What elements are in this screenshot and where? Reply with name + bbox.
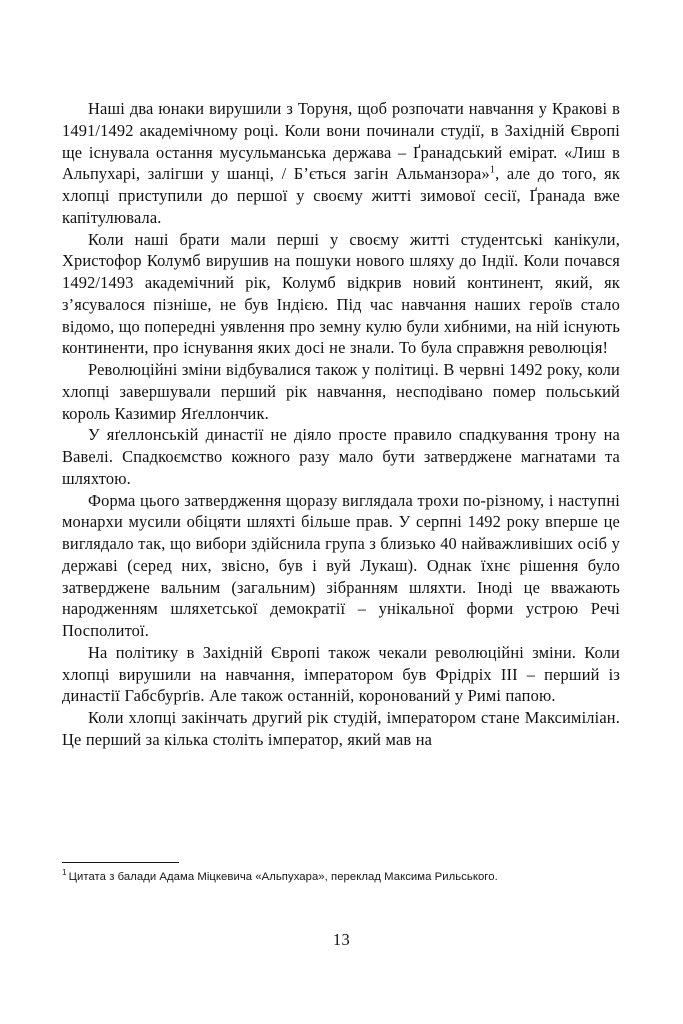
paragraph: Форма цього затвердження щоразу виглядала трохи по-різному, і наступні монархи мусили обіцяти шляхті більше прав. У серпні 1492 року вперше це виглядало так, що вибори здійснила група з близько 40 найважливіших осіб у державі (серед них, звісно, був і вуй Лукаш). Однак їхнє рішення було затверджене вальним (загальним) зібранням шляхти. Іноді це вважають народженням шляхетської демократії – унікальної форми устрою Речі Посполитої. [62,490,620,640]
page-number: 13 [332,930,351,949]
paragraph-text: Наші два юнаки вирушили з Торуня, щоб розпочати навчання у Кракові в 1491/1492 академічному році. Коли вони починали студії, в Західній Європі ще існувала остання мусульманська держава – Ґранадський емірат. «Лиш в Альпухарі, залігши у шанці, / Б’ється загін Альманзора» [62,99,620,184]
paragraph-text-continued: , але до того, як хлопці приступили до першої у своєму житті зимової сесії, Ґранада вже капітулювала. [62,164,621,227]
body-text-column [62,98,620,751]
footnote-reference-marker[interactable]: 1 [489,164,496,176]
footnote [62,870,620,885]
paragraph: На політику в Західній Європі також чекали революційні зміни. Коли хлопці вирушили на навчання, імператором був Фрідріх III – перший із династії Габсбурґів. Але також останній, коронований у Римі папою. [62,642,620,706]
footnote-area [62,862,620,885]
footnote-marker: 1 [62,868,67,878]
footnote-separator-rule [62,862,179,863]
paragraph: Коли наші брати мали перші у своєму житті студентські канікули, Христофор Колумб вирушив на пошуки нового шляху до Індії. Коли почався 1492/1493 академічний рік, Колумб відкрив новий континент, який, як з’ясувалося пізніше, не був Індією. Під час навчання наших героїв стало відомо, що попередні уявлення про земну кулю були хибними, на ній існують континенти, про існування яких досі не знали. То була справжня революція! [62,229,620,358]
paragraph: Революційні зміни відбувалися також у політиці. В червні 1492 року, коли хлопці завершували перший рік навчання, несподівано помер польський король Казимир Яґеллончик. [62,360,620,423]
paragraph: Коли хлопці закінчать другий рік студій, імператором стане Максиміліан. Це перший за кілька століть імператор, який мав на [62,708,620,749]
paragraph: У яґеллонській династії не діяло просте правило спадкування трону на Вавелі. Спадкоємство кожного разу мало бути затверджене магнатами та шляхтою. [62,425,620,488]
footnote-text: Цитата з балади Адама Міцкевича «Альпухара», переклад Максима Рильського. [68,871,498,883]
paragraph [62,98,620,229]
